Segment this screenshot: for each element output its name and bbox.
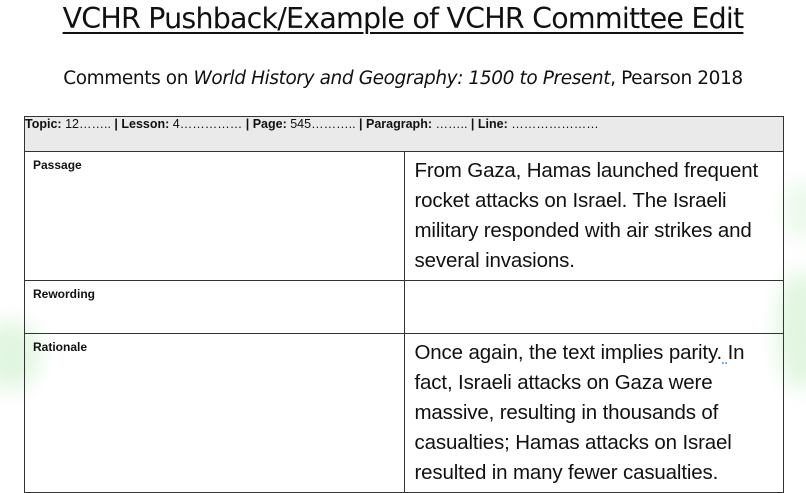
decorative-blur [786,180,806,240]
rewording-label: Rewording [25,281,405,334]
page-title: VCHR Pushback/Example of VCHR Committee Edit [62,2,744,35]
topic-label: Topic: [25,117,62,131]
passage-label: Passage [25,152,405,281]
table-row [25,152,784,281]
table-row [25,334,784,493]
passage-text: From Gaza, Hamas launched frequent rocket attacks on Israel. The Israeli military responded with air strikes and several invasions. [404,152,784,281]
book-title: World History and Geography: 1500 to Present [193,68,611,89]
reference-header [25,117,784,152]
rationale-label: Rationale [25,334,405,493]
paragraph-label: | Paragraph: [359,117,432,131]
page-value: 545……….. [290,117,356,131]
line-value: ………………… [511,117,599,131]
rationale-text [404,334,784,493]
line-label: | Line: [470,117,508,131]
topic-value: 12…….. [65,117,111,131]
rationale-sentence-2: In fact, Israeli attacks on Gaza were massive, resulting in thousands of casualties; Hamas attacks on Israel resulted in many fewer casualties. [414,341,745,484]
subtitle-prefix: Comments on [63,68,194,89]
paragraph-value: …….. [435,117,468,131]
reference-header-row [25,117,784,152]
rewording-text [404,281,784,334]
subtitle-suffix: , Pearson 2018 [610,68,743,89]
lesson-label: | Lesson: [114,117,170,131]
edit-table [24,116,784,493]
lesson-value: 4…………… [172,117,243,131]
table-row [25,281,784,334]
page-label: | Page: [245,117,287,131]
page-subtitle [0,68,806,89]
rationale-sentence-1: Once again, the text implies parity. [414,341,723,364]
